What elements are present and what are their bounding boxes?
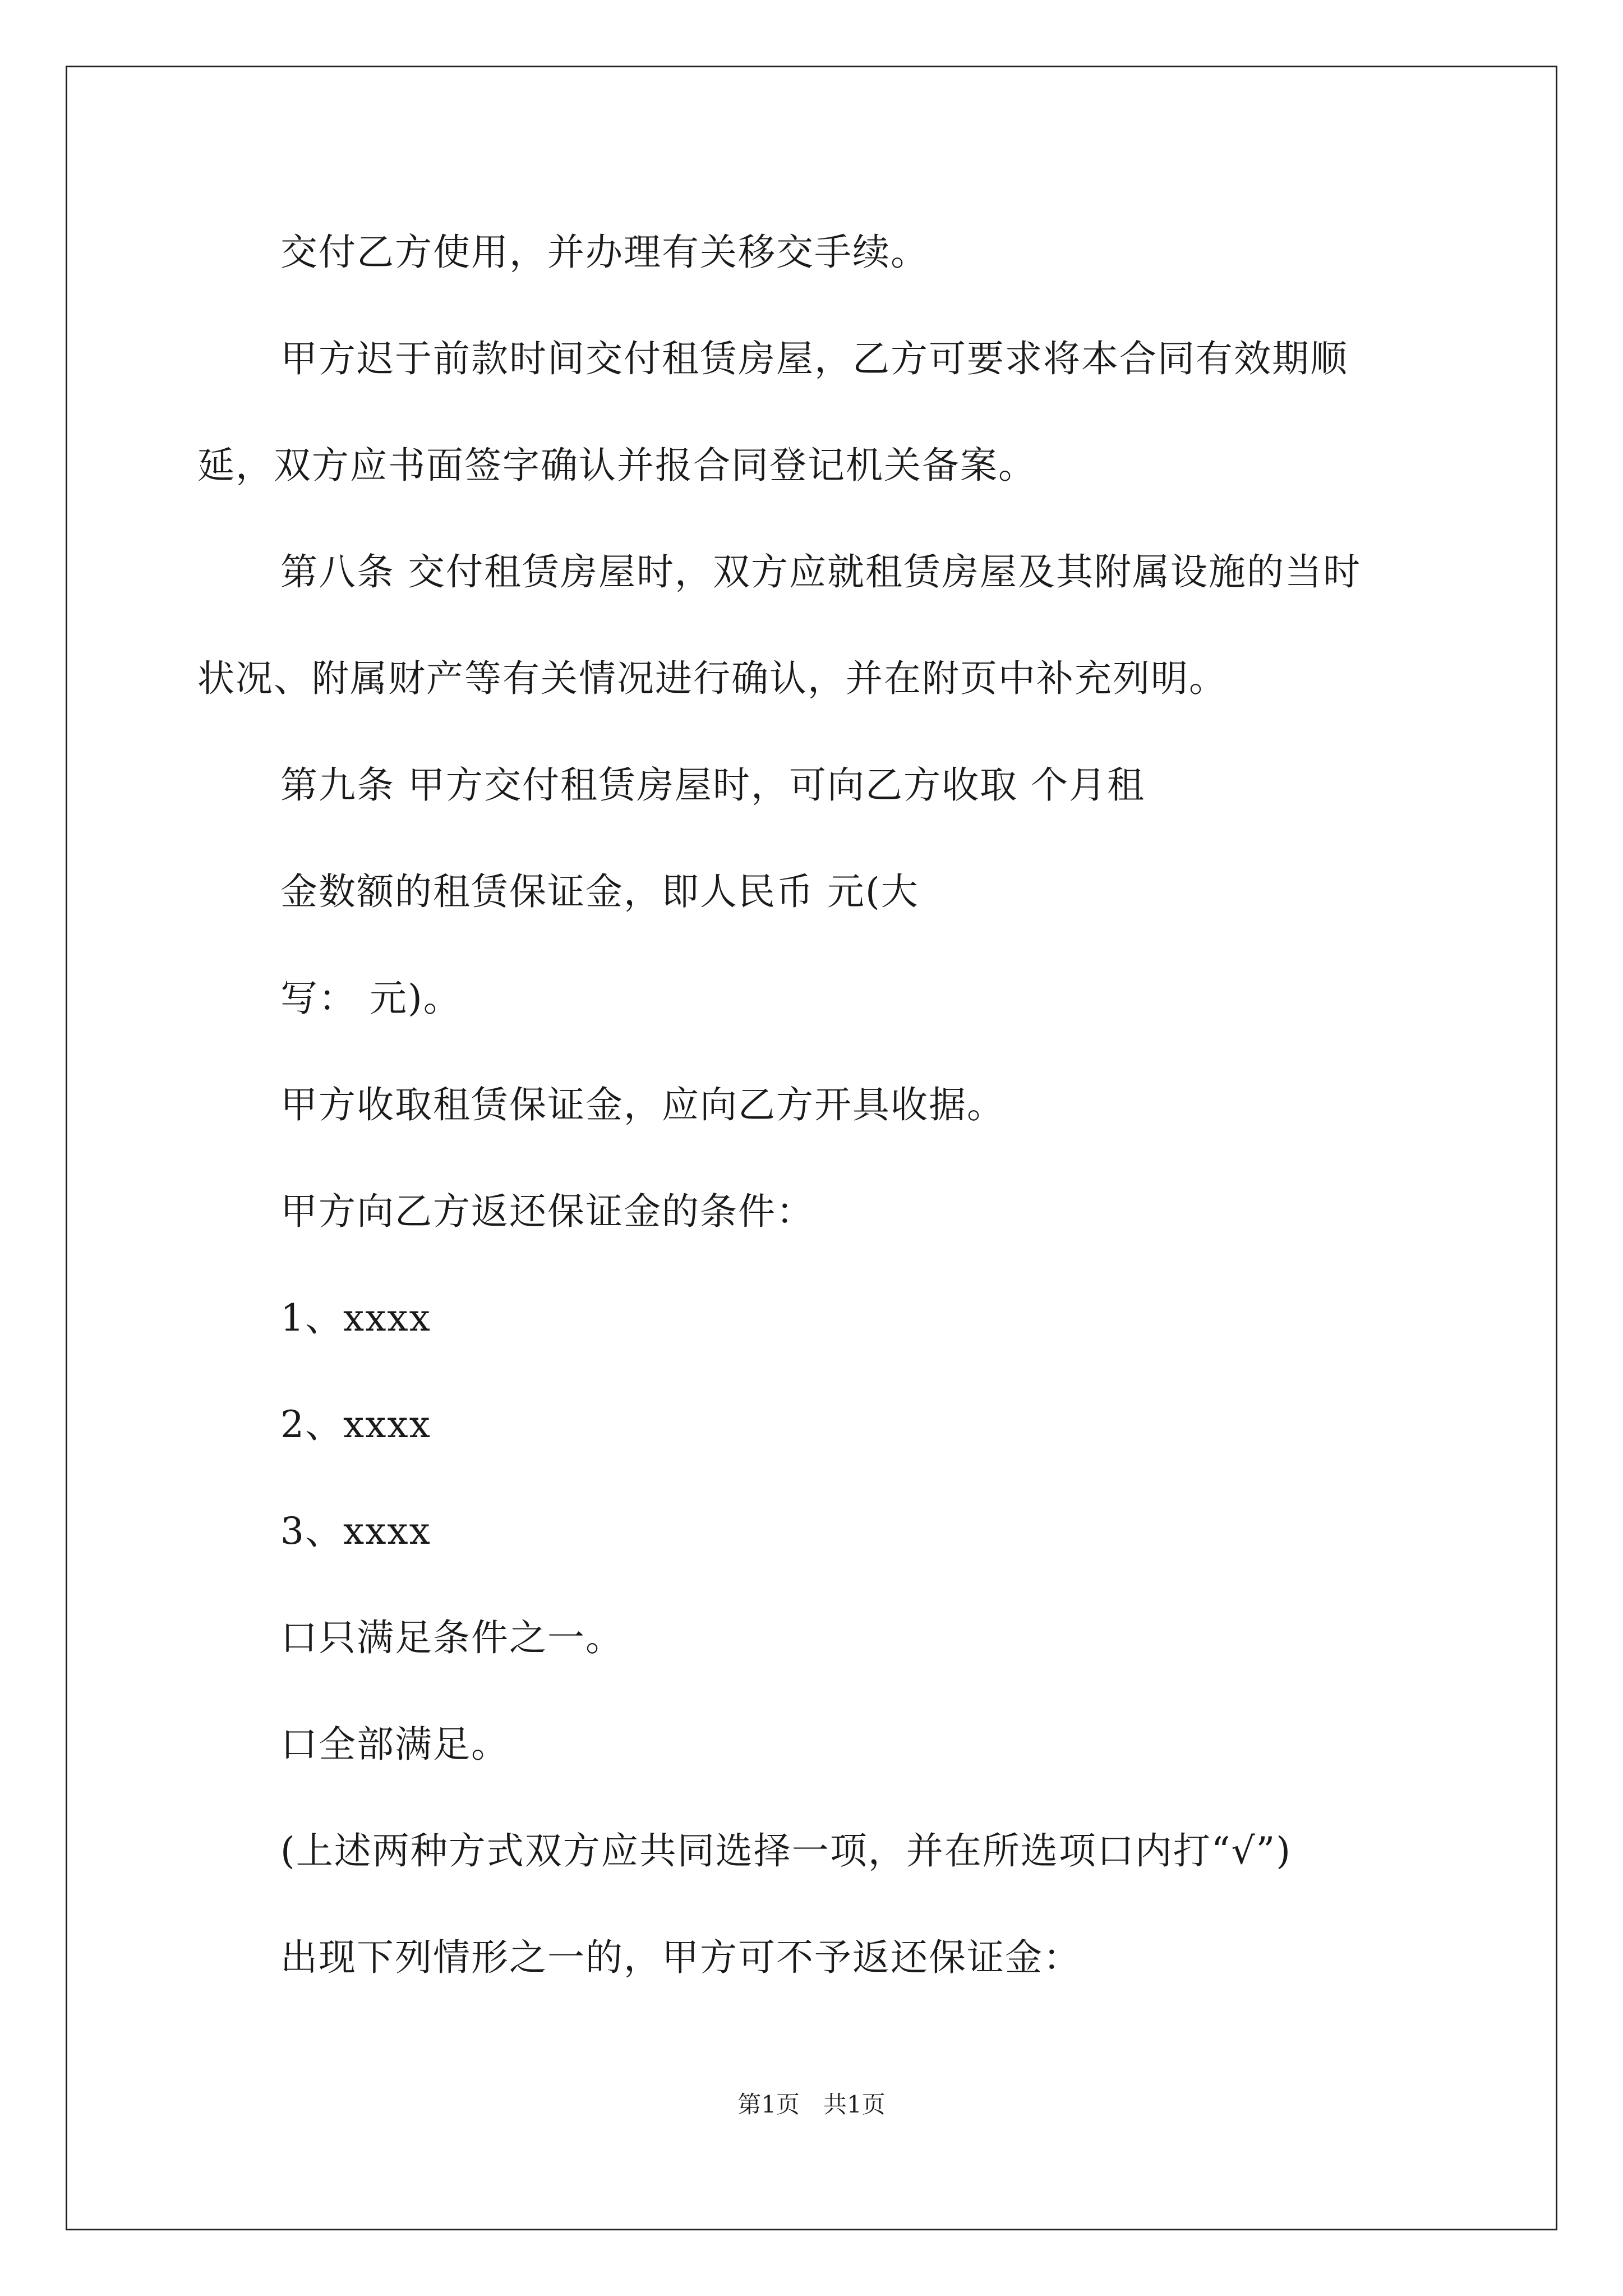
paragraph-line: 金数额的租赁保证金，即人民币 元(大 (280, 870, 919, 913)
paragraph-line: 写： 元)。 (280, 977, 462, 1020)
list-item: 3、xxxx (280, 1510, 431, 1553)
paragraph-line: 状况、附属财产等有关情况进行确认，并在附页中补充列明。 (197, 657, 1227, 700)
paragraph-line: 甲方迟于前款时间交付租赁房屋，乙方可要求将本合同有效期顺 (280, 337, 1348, 380)
page-border (66, 66, 1557, 2230)
article-8-line: 第八条 交付租赁房屋时，双方应就租赁房屋及其附属设施的当时 (280, 550, 1361, 593)
option-line: 口只满足条件之一。 (280, 1616, 624, 1659)
paragraph-line: 交付乙方使用，并办理有关移交手续。 (280, 231, 929, 274)
paragraph-line: 甲方收取租赁保证金，应向乙方开具收据。 (280, 1083, 1005, 1126)
page-number-footer: 第1页 共1页 (737, 2091, 886, 2118)
paragraph-line: (上述两种方式双方应共同选择一项，并在所选项口内打“√”) (280, 1829, 1292, 1872)
paragraph-line: 延，双方应书面签字确认并报合同登记机关备案。 (197, 444, 1036, 487)
paragraph-line: 甲方向乙方返还保证金的条件： (280, 1190, 814, 1233)
article-9-line: 第九条 甲方交付租赁房屋时，可向乙方收取 个月租 (280, 763, 1145, 807)
list-item: 1、xxxx (280, 1296, 431, 1340)
paragraph-line: 出现下列情形之一的，甲方可不予返还保证金： (280, 1936, 1081, 1979)
option-line: 口全部满足。 (280, 1723, 509, 1766)
list-item: 2、xxxx (280, 1403, 431, 1446)
